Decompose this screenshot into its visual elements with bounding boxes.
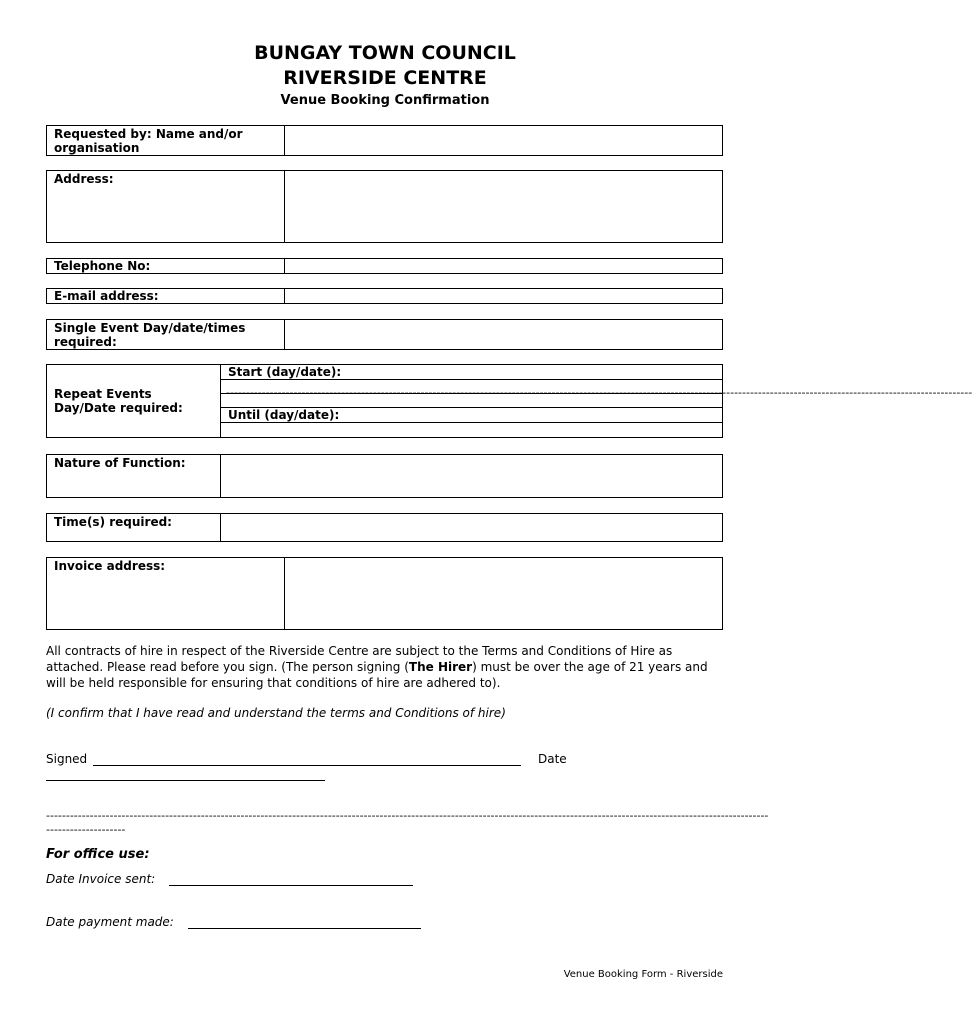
council-title: BUNGAY TOWN COUNCIL (254, 42, 516, 64)
nature-field[interactable] (221, 455, 723, 498)
confirm-text: (I confirm that I have read and understand the terms and Conditions of hire) (46, 706, 506, 720)
terms-text-1: All contracts of hire in respect of the Riverside Centre are subject to the Terms and Conditions of Hire as attached. Please read before you sign. (The person signing ( (46, 644, 673, 674)
cut-line-1: -------------------------------------------------------------------------------------------------------------------------------------------------------------------------------------- (46, 809, 769, 822)
repeat-events-table (46, 364, 972, 438)
email-table (46, 288, 723, 304)
hirer-text: The Hirer (408, 660, 473, 674)
requested-by-table (46, 125, 723, 156)
telephone-label: Telephone No: (47, 259, 285, 274)
telephone-table (46, 258, 723, 274)
centre-title: RIVERSIDE CENTRE (283, 67, 487, 89)
dotted-divider: -------------------------------------------------------------------------------------------------------------------------------------------------------------------------------------------- (226, 386, 972, 399)
invoice-label: Invoice address: (47, 558, 285, 630)
nature-table (46, 454, 723, 498)
office-use-title: For office use: (46, 847, 150, 862)
start-label: Start (day/date): (221, 365, 723, 380)
invoice-field[interactable] (285, 558, 723, 630)
form-title: Venue Booking Confirmation (280, 93, 490, 108)
requested-by-field[interactable] (285, 126, 723, 156)
single-event-table (46, 319, 723, 350)
payment-made-line[interactable] (188, 928, 421, 929)
date-line[interactable] (46, 780, 325, 781)
signed-line[interactable] (93, 765, 521, 766)
page-footer: Venue Booking Form - Riverside (563, 969, 723, 980)
times-table (46, 513, 723, 542)
invoice-table (46, 557, 723, 630)
until-label: Until (day/date): (221, 408, 723, 423)
terms-paragraph (46, 643, 726, 691)
invoice-sent-label: Date Invoice sent: (46, 872, 156, 886)
address-field[interactable] (285, 171, 723, 243)
address-table (46, 170, 723, 243)
times-field[interactable] (221, 514, 723, 542)
until-field[interactable] (221, 423, 723, 438)
signed-label: Signed (46, 752, 88, 766)
repeat-events-label: Repeat Events Day/Date required: (47, 365, 221, 438)
nature-label: Nature of Function: (47, 455, 221, 498)
payment-made-label: Date payment made: (46, 915, 174, 929)
email-label: E-mail address: (47, 289, 285, 304)
terms-text-2: ) must be over the age of 21 years and will be held responsible for ensuring that conditions of hire are adhered to). (46, 660, 708, 690)
times-label: Time(s) required: (47, 514, 221, 542)
email-field[interactable] (285, 289, 723, 304)
single-event-field[interactable] (285, 320, 723, 350)
requested-by-label: Requested by: Name and/or organisation (47, 126, 285, 156)
date-label: Date (538, 752, 567, 766)
cut-line-2: -------------------- (46, 823, 126, 836)
invoice-sent-line[interactable] (169, 885, 413, 886)
single-event-label: Single Event Day/date/times required: (47, 320, 285, 350)
telephone-field[interactable] (285, 259, 723, 274)
address-label: Address: (47, 171, 285, 243)
